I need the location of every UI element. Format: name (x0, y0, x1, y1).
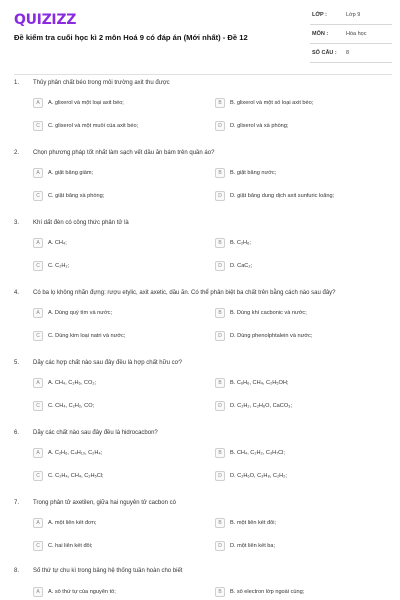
option-b[interactable] (215, 447, 391, 459)
option-letter-box: D (215, 261, 225, 271)
option-letter-box: C (33, 401, 43, 411)
option-text: D. một liên kết ba; (230, 543, 276, 549)
option-text: C. Dùng kim loại natri và nước; (48, 333, 126, 339)
option-letter-box: A (33, 98, 43, 108)
question-text: Thủy phân chất béo trong môi trường axit thu được (33, 80, 170, 86)
option-c[interactable] (33, 400, 209, 412)
option-text: D. C₂H₆O, C₃H₈, C₂H₂; (230, 473, 287, 479)
option-d[interactable] (215, 400, 391, 412)
option-letter-box: B (215, 98, 225, 108)
question-number: 7. (14, 500, 20, 506)
info-label: MÔN : (312, 31, 329, 37)
worksheet-header (0, 0, 400, 70)
option-text: C. glixerol và một muối của axit béo; (48, 123, 139, 129)
option-letter-box: D (215, 541, 225, 551)
question-number: 1. (14, 80, 20, 86)
option-text: D. glixerol và xà phòng; (230, 123, 289, 129)
option-c[interactable] (33, 190, 209, 202)
info-row-count (310, 44, 392, 63)
option-letter-box: B (215, 238, 225, 248)
option-b[interactable] (215, 237, 391, 249)
option-letter-box: C (33, 191, 43, 201)
option-letter-box: C (33, 331, 43, 341)
option-a[interactable] (33, 377, 209, 389)
question-number: 3. (14, 220, 20, 226)
option-text: A. một liên kết đơn; (48, 520, 97, 526)
option-b[interactable] (215, 517, 391, 529)
option-d[interactable] (215, 260, 391, 272)
option-letter-box: B (215, 518, 225, 528)
option-letter-box: C (33, 121, 43, 131)
option-letter-box: A (33, 238, 43, 248)
option-b[interactable] (215, 377, 391, 389)
option-b[interactable] (215, 307, 391, 319)
option-letter-box: A (33, 448, 43, 458)
option-a[interactable] (33, 586, 209, 598)
option-a[interactable] (33, 97, 209, 109)
option-d[interactable] (215, 540, 391, 552)
option-d[interactable] (215, 120, 391, 132)
option-letter-box: B (215, 448, 225, 458)
option-c[interactable] (33, 330, 209, 342)
option-c[interactable] (33, 120, 209, 132)
option-a[interactable] (33, 447, 209, 459)
option-letter-box: C (33, 471, 43, 481)
option-text: B. Dùng khí cacbonic và nước; (230, 310, 307, 316)
option-c[interactable] (33, 540, 209, 552)
option-b[interactable] (215, 97, 391, 109)
option-text: A. CH₄; (48, 240, 67, 246)
info-value: Hóa học (346, 31, 367, 37)
option-text: D. giặt bằng dung dịch axit sunfuric loãng; (230, 193, 335, 199)
question-number: 4. (14, 290, 20, 296)
option-letter-box: D (215, 401, 225, 411)
option-c[interactable] (33, 260, 209, 272)
option-text: A. glixerol và một loại axit béo; (48, 100, 124, 106)
option-text: A. giặt bằng giấm; (48, 170, 94, 176)
question-text: Có ba lọ không nhãn đựng: rượu etylic, axit axetic, dầu ăn. Có thể phân biệt ba chất trên bằng cách nào sau đây? (33, 290, 336, 296)
option-text: D. Dùng phenolphtalein và nước; (230, 333, 313, 339)
option-text: C. CH₄, C₂H₂, CO; (48, 403, 95, 409)
option-d[interactable] (215, 470, 391, 482)
info-label: LỚP : (312, 12, 327, 18)
option-text: C. giặt bằng xà phòng; (48, 193, 105, 199)
question-text: Dãy các hợp chất nào sau đây đều là hợp chất hữu cơ? (33, 360, 182, 366)
option-text: B. một liên kết đôi; (230, 520, 277, 526)
worksheet-title: Đề kiểm tra cuối học kì 2 môn Hoá 9 có đáp án (Mới nhất) - Đề 12 (14, 33, 248, 42)
option-letter-box: B (215, 168, 225, 178)
info-value: 8 (346, 50, 350, 56)
option-text: D. CaC₂; (230, 263, 253, 269)
question-number: 5. (14, 360, 20, 366)
question-text: Trong phân tử axetilen, giữa hai nguyên tử cacbon có (33, 500, 176, 506)
option-d[interactable] (215, 190, 391, 202)
info-label: SỐ CÂU : (312, 50, 337, 56)
option-text: A. CH₄, C₂H₆, CO₂; (48, 380, 97, 386)
quizizz-logo: QUIZIZZ (14, 12, 77, 28)
option-letter-box: D (215, 331, 225, 341)
option-d[interactable] (215, 330, 391, 342)
option-text: B. glixerol và một số loại axit béo; (230, 100, 314, 106)
option-text: A. Dùng quỳ tím và nước; (48, 310, 112, 316)
option-text: C. hai liên kết đôi; (48, 543, 93, 549)
option-letter-box: B (215, 378, 225, 388)
question-text: Dãy các chất nào sau đây đều là hidrocacbon? (33, 430, 158, 436)
option-letter-box: C (33, 261, 43, 271)
option-letter-box: B (215, 308, 225, 318)
question-number: 2. (14, 150, 20, 156)
info-row-class (310, 6, 392, 25)
option-letter-box: D (215, 191, 225, 201)
option-c[interactable] (33, 470, 209, 482)
option-letter-box: B (215, 587, 225, 597)
option-letter-box: A (33, 587, 43, 597)
option-letter-box: D (215, 471, 225, 481)
option-text: B. giặt bằng nước; (230, 170, 277, 176)
question-text: Chọn phương pháp tốt nhất làm sạch vết dầu ăn bám trên quần áo? (33, 150, 215, 156)
info-value: Lớp 9 (346, 12, 361, 18)
header-divider (14, 74, 392, 75)
option-b[interactable] (215, 167, 391, 179)
option-letter-box: C (33, 541, 43, 551)
option-a[interactable] (33, 517, 209, 529)
option-text: A. số thứ tự của nguyên tố; (48, 589, 116, 595)
option-text: B. CH₄, C₂H₂, C₃H₇Cl; (230, 450, 285, 456)
option-text: C. C₂H₄, CH₄, C₂H₅Cl; (48, 473, 104, 479)
option-letter-box: A (33, 518, 43, 528)
option-text: A. C₂H₆, C₄H₁₀, C₂H₄; (48, 450, 103, 456)
question-text: Số thứ tự chu kì trong bảng hệ thống tuần hoàn cho biết (33, 568, 183, 574)
option-text: B. C₂H₆; (230, 240, 251, 246)
option-letter-box: A (33, 378, 43, 388)
question-number: 8. (14, 568, 20, 574)
option-a[interactable] (33, 237, 209, 249)
option-letter-box: A (33, 308, 43, 318)
question-number: 6. (14, 430, 20, 436)
info-panel (310, 6, 392, 63)
option-b[interactable] (215, 586, 391, 598)
option-text: D. C₂H₂, C₂H₆O, CaCO₃; (230, 403, 293, 409)
option-text: C. C₂H₂; (48, 263, 70, 269)
option-letter-box: D (215, 121, 225, 131)
question-text: Khí dất đèn có công thức phân tử là (33, 220, 129, 226)
option-a[interactable] (33, 167, 209, 179)
option-a[interactable] (33, 307, 209, 319)
option-text: B. số electron lớp ngoài cùng; (230, 589, 305, 595)
info-row-subject (310, 25, 392, 44)
option-text: B. C₆H₆, CH₄, C₂H₅OH; (230, 380, 289, 386)
option-letter-box: A (33, 168, 43, 178)
